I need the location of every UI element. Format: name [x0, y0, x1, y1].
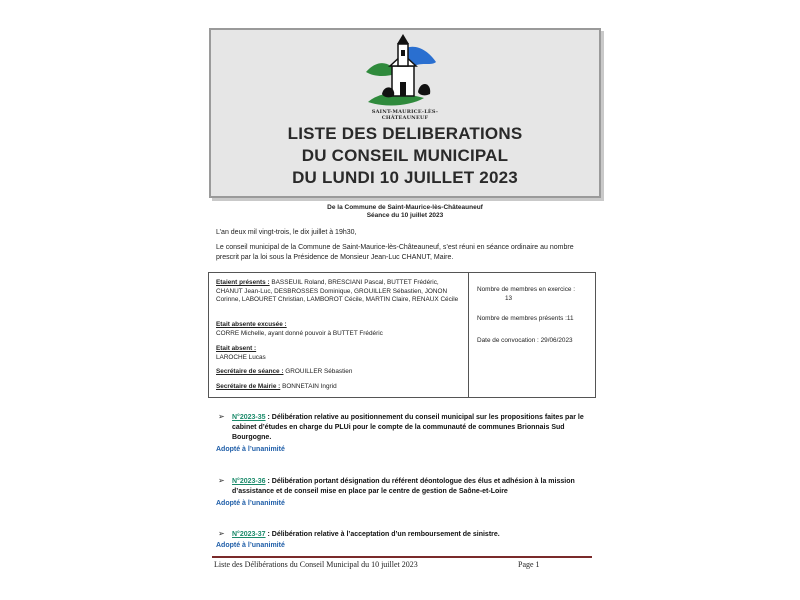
mairie-label: Secrétaire de Mairie : [216, 383, 281, 390]
members-present: Nombre de membres présents :11 [477, 315, 574, 322]
title-line-1: LISTE DES DELIBERATIONS [287, 124, 523, 143]
commune-subheading: De la Commune de Saint-Maurice-lès-Châteauneuf [327, 204, 483, 211]
logo-church-window [401, 50, 405, 56]
deliberation-status: Adopté à l’unanimité [216, 542, 285, 549]
present-members [216, 279, 464, 305]
absent-member [216, 345, 464, 362]
members-in-office-label: Nombre de membres en exercice : [477, 286, 576, 293]
deliberation-item [218, 529, 592, 540]
deliberation-status: Adopté à l’unanimité [216, 446, 285, 453]
present-label: Etaient présents : [216, 279, 270, 286]
deliberation-status: Adopté à l’unanimité [216, 500, 285, 507]
footer-document-title: Liste des Délibérations du Conseil Municipal du 10 juillet 2023 [214, 560, 418, 569]
intro-council-paragraph: Le conseil municipal de la Commune de Saint-Maurice-lès-Châteauneuf, s’est réuni en séance ordinaire au nombre prescrit par la loi sous la Présidence de Monsieur Jean-Luc CHANUT, Maire. [216, 244, 574, 261]
members-in-office [477, 285, 591, 303]
absent-label: Etait absent : [216, 345, 257, 352]
logo-black-tree [418, 84, 430, 95]
attendance-right-cell [469, 273, 595, 397]
arrow-bullet-icon: ➢ [218, 529, 225, 538]
footer-page-number: Page 1 [518, 560, 540, 569]
excused-member [216, 321, 464, 338]
deliberation-text: : Délibération relative au positionnement du conseil municipal sur les propositions faites par le cabinet d’études en charge du PLUi pour le compte de la communauté de communes Brionnais Sud Bourgogne. [232, 414, 584, 441]
absent-value: LAROCHE Lucas [216, 353, 266, 361]
arrow-bullet-icon: ➢ [218, 412, 225, 421]
secretary-label: Secrétaire de séance : [216, 368, 284, 375]
municipality-logo [362, 32, 442, 118]
mairie-value: BONNETAIN Ingrid [282, 383, 337, 390]
session-subheading: Séance du 10 juillet 2023 [366, 212, 444, 219]
logo-church-door [400, 82, 406, 96]
secretary-value: GROUILLER Sébastien [285, 368, 353, 375]
present-value: BASSEUIL Roland, BRESCIANI Pascal, BUTTET Frédéric, CHANUT Jean-Luc, DESBROSSES Dominique, GROUILLER Sébastien, JONON Corinne, LABOURET Christian, LAMBOROT Cécile, MARTIN Claire, RENAUX Cécile [216, 279, 459, 303]
excused-value: CORRE Michelle, ayant donné pouvoir à BUTTET Frédéric [216, 329, 383, 337]
arrow-bullet-icon: ➢ [218, 476, 225, 485]
deliberation-number: N°2023-36 [232, 478, 266, 485]
mairie-secretary [216, 383, 464, 392]
convocation-date: Date de convocation : 29/06/2023 [477, 337, 573, 344]
deliberation-number: N°2023-37 [232, 531, 266, 538]
deliberation-number: N°2023-35 [232, 414, 266, 421]
session-secretary [216, 368, 464, 377]
logo-caption: SAINT-MAURICE-LÈS-CHÂTEAUNEUF [371, 109, 439, 121]
logo-church-spire [397, 34, 409, 44]
attendance-left-cell [209, 273, 469, 397]
deliberation-item [218, 476, 592, 497]
footer-divider [212, 556, 592, 558]
title-line-2: DU CONSEIL MUNICIPAL [301, 146, 509, 165]
title-line-3: DU LUNDI 10 JUILLET 2023 [292, 168, 518, 187]
members-in-office-value: 13 [505, 295, 513, 302]
deliberation-text: : Délibération relative à l’acceptation d’un remboursement de sinistre. [265, 531, 500, 538]
attendance-table [208, 272, 596, 398]
deliberation-text: : Délibération portant désignation du référent déontologue des élus et adhésion à la mission d’assistance et de conseil mise en place par le centre de gestion de Saône-et-Loire [232, 478, 575, 495]
intro-date-paragraph: L’an deux mil vingt-trois, le dix juillet à 19h30, [216, 229, 357, 236]
excused-label: Etait absente excusée : [216, 321, 287, 328]
deliberation-item [218, 412, 592, 443]
